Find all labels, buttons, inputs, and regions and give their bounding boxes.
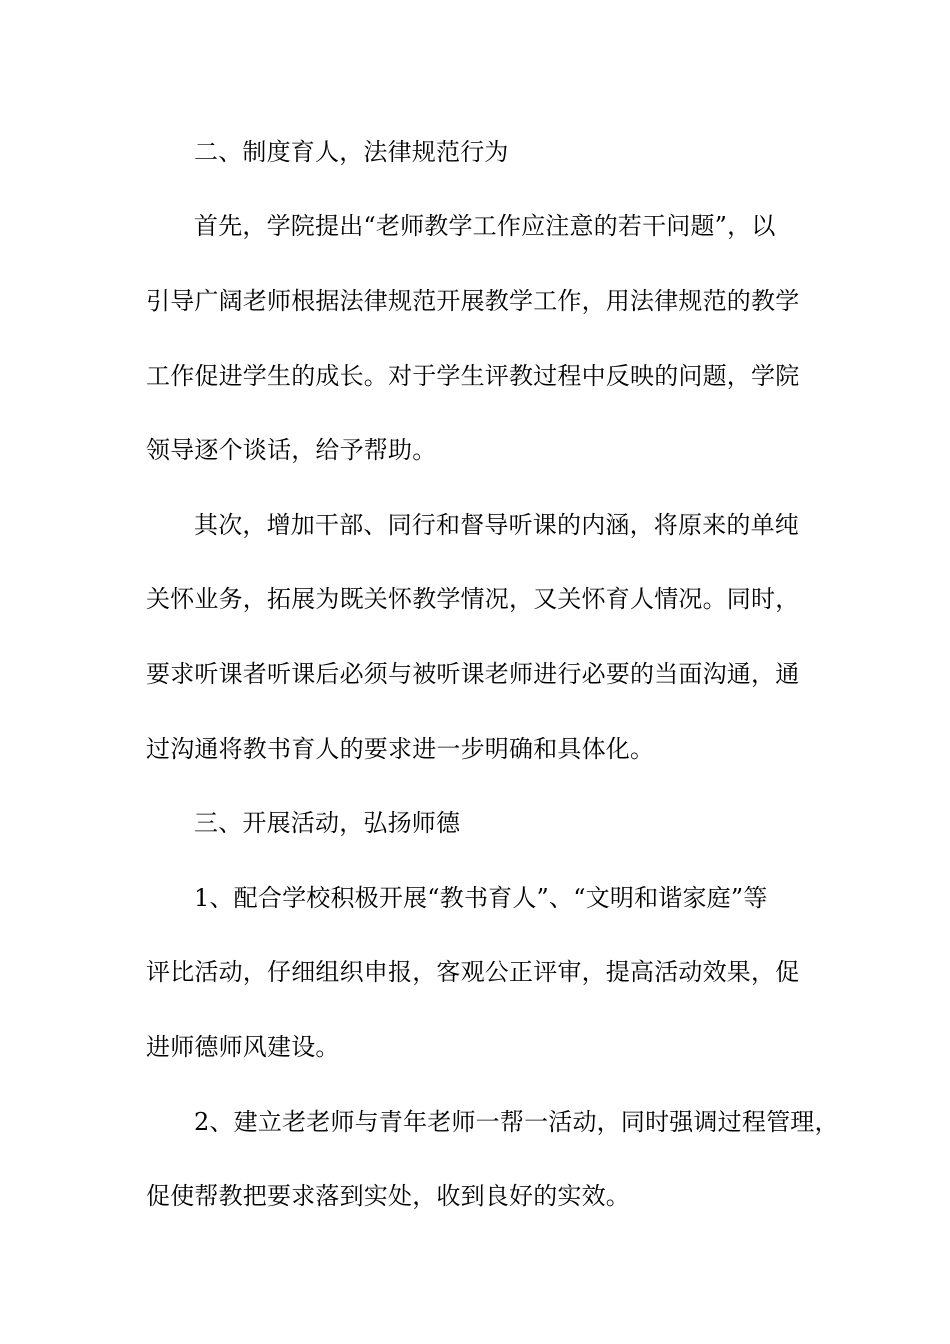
- paragraph-1-line-1: 首先，学院提出“老师教学工作应注意的若干问题”，以: [194, 212, 776, 240]
- paragraph-2-line-2: 关怀业务，拓展为既关怀教学情况，又关怀育人情况。同时，: [146, 585, 800, 613]
- item-2-line-1: 2、建立老老师与青年老师一帮一活动，同时强调过程管理，: [194, 1108, 839, 1136]
- paragraph-1-line-3: 工作促进学生的成长。对于学生评教过程中反映的问题，学院: [146, 362, 800, 390]
- item-1-line-1: 1、配合学校积极开展“教书育人”、“文明和谐家庭”等: [194, 884, 768, 912]
- item-1-line-2: 评比活动，仔细组织申报，客观公正评审，提高活动效果，促: [146, 958, 800, 986]
- paragraph-2-line-1: 其次，增加干部、同行和督导听课的内涵，将原来的单纯: [194, 511, 799, 539]
- paragraph-1-line-2: 引导广阔老师根据法律规范开展教学工作，用法律规范的教学: [146, 287, 800, 315]
- paragraph-2-line-3: 要求听课者听课后必须与被听课老师进行必要的当面沟通，通: [146, 660, 800, 688]
- item-1-line-3: 进师德师风建设。: [146, 1033, 340, 1061]
- item-2-line-2: 促使帮教把要求落到实处，收到良好的实效。: [146, 1182, 630, 1210]
- section-heading-3: 三、开展活动，弘扬师德: [194, 809, 461, 837]
- paragraph-2-line-4: 过沟通将教书育人的要求进一步明确和具体化。: [146, 735, 655, 763]
- paragraph-1-line-4: 领导逐个谈话，给予帮助。: [146, 436, 437, 464]
- section-heading-2: 二、制度育人，法律规范行为: [194, 138, 509, 166]
